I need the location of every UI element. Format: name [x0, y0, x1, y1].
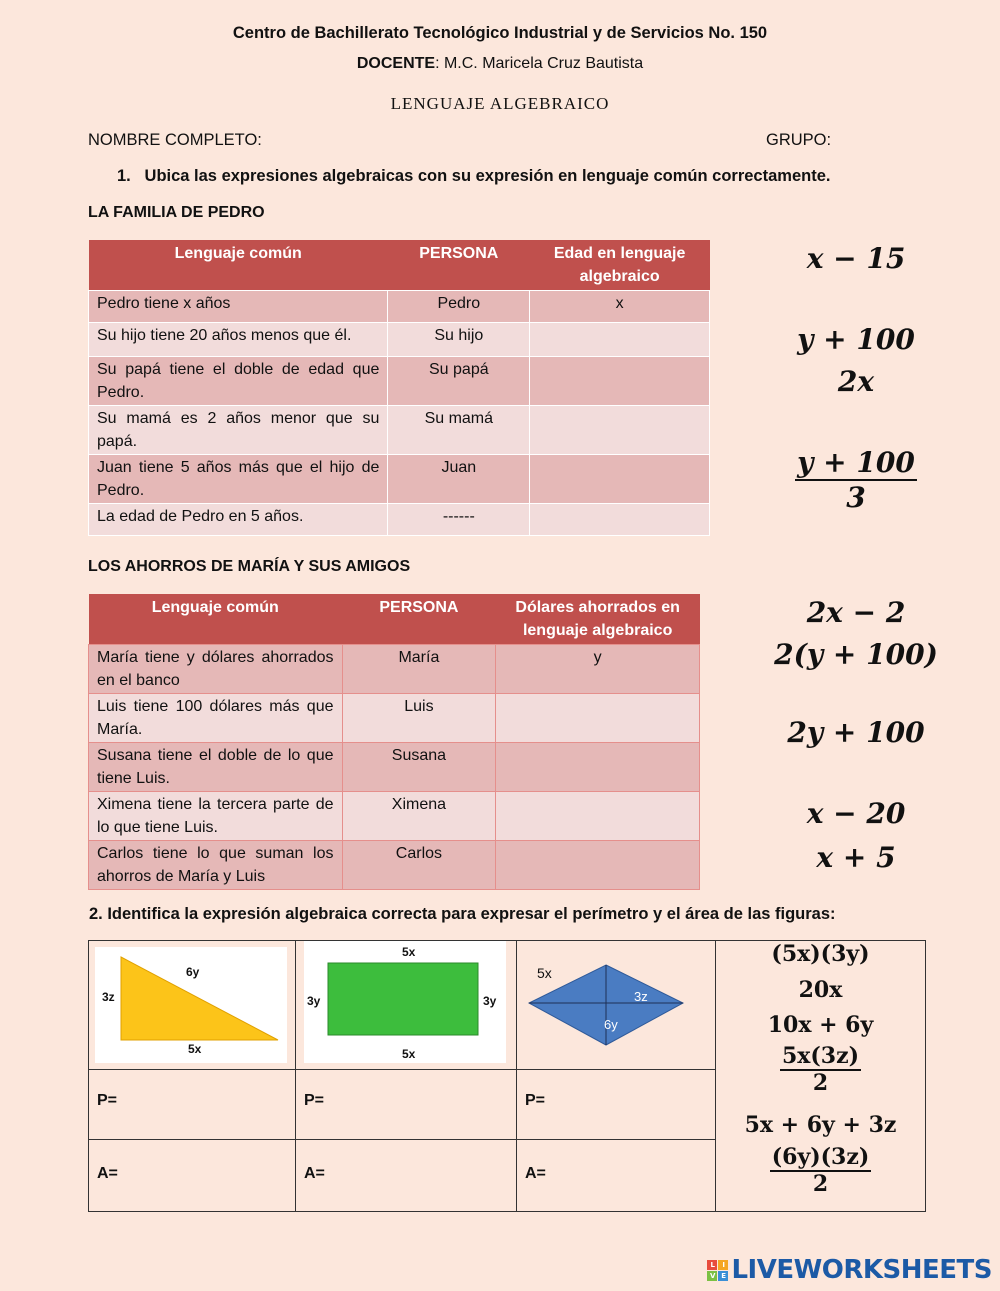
fraction: [780, 1044, 861, 1096]
rectangle-label-left: 3y: [307, 994, 321, 1008]
table-cell: ------: [388, 504, 530, 536]
fraction-numerator: 5x(3z): [781, 1043, 860, 1069]
perimeter-answer-rhombus[interactable]: P=: [517, 1070, 716, 1140]
family-table-header: [89, 240, 710, 291]
logo-text: LIVEWORKSHEETS: [731, 1255, 992, 1285]
figure-option[interactable]: (5x)(3y): [771, 941, 870, 967]
logo-block: I: [718, 1260, 728, 1270]
table-cell: Carlos tiene lo que suman los ahorros de María y Luis: [89, 841, 343, 890]
perimeter-answer-triangle[interactable]: P=: [89, 1070, 296, 1140]
table-row: [89, 792, 700, 841]
rhombus-cell: [517, 941, 716, 1070]
logo-blocks-icon: [707, 1260, 728, 1281]
table-cell: Pedro tiene x años: [89, 291, 388, 323]
fraction: [795, 446, 917, 514]
table-cell: Ximena tiene la tercera parte de lo que tiene Luis.: [89, 792, 343, 841]
table-row: [89, 455, 710, 504]
table-row: [89, 291, 710, 323]
answer-cell[interactable]: [496, 743, 700, 792]
table-row: [89, 645, 700, 694]
rhombus-figure: [517, 941, 715, 1069]
name-label: NOMBRE COMPLETO:: [88, 131, 262, 149]
table-cell: Juan tiene 5 años más que el hijo de Pedro.: [89, 455, 388, 504]
table-cell: Su mamá: [388, 406, 530, 455]
rhombus-label-half-diagonal-2: 6y: [604, 1017, 618, 1032]
answer-cell[interactable]: [496, 694, 700, 743]
table-cell: Su papá: [388, 357, 530, 406]
table-cell: María: [342, 645, 496, 694]
fraction-numerator: (6y)(3z): [771, 1144, 870, 1170]
question-1-number: 1.: [117, 167, 131, 185]
table-cell: Pedro: [388, 291, 530, 323]
subject-title: LENGUAJE ALGEBRAICO: [390, 94, 610, 113]
figures-table: [88, 940, 926, 1212]
logo-block: L: [707, 1260, 717, 1270]
figure-fraction-option[interactable]: [716, 1145, 925, 1197]
table-cell: Su hijo: [388, 323, 530, 357]
table-cell: Ximena: [342, 792, 496, 841]
area-answer-rhombus[interactable]: A=: [517, 1140, 716, 1212]
rectangle-label-right: 3y: [483, 994, 497, 1008]
family-table: [88, 240, 710, 536]
table-cell: Susana tiene el doble de lo que tiene Luis.: [89, 743, 343, 792]
question-1-text: Ubica las expresiones algebraicas con su expresión en lenguaje común correctamente.: [144, 167, 831, 185]
rectangle-cell: [296, 941, 517, 1070]
header-algebraic-dollars: Dólares ahorrados en lenguaje algebraico: [496, 594, 700, 645]
answer-cell[interactable]: x: [530, 291, 710, 323]
table-cell: La edad de Pedro en 5 años.: [89, 504, 388, 536]
table-cell: Carlos: [342, 841, 496, 890]
rectangle-label-top: 5x: [402, 945, 416, 959]
answer-cell[interactable]: [496, 792, 700, 841]
table-cell: Juan: [388, 455, 530, 504]
fraction-numerator: y + 100: [797, 446, 915, 479]
teacher-line: [0, 55, 1000, 73]
teacher-label: DOCENTE: [356, 55, 436, 72]
expression-option[interactable]: x − 15: [806, 242, 906, 275]
fraction-denominator: 3: [846, 481, 866, 514]
perimeter-answer-rectangle[interactable]: P=: [296, 1070, 517, 1140]
triangle-label-hypotenuse: 6y: [186, 965, 200, 979]
rhombus-label-side: 5x: [537, 965, 552, 981]
header-person: PERSONA: [388, 240, 530, 291]
table-cell: Susana: [342, 743, 496, 792]
header-common-language: Lenguaje común: [89, 594, 343, 645]
table-cell: Luis tiene 100 dólares más que María.: [89, 694, 343, 743]
table-row: [89, 357, 710, 406]
rhombus-label-half-diagonal-1: 3z: [634, 989, 648, 1004]
header-algebraic-age: Edad en lenguaje algebraico: [530, 240, 710, 291]
area-answer-rectangle[interactable]: A=: [296, 1140, 517, 1212]
expression-option[interactable]: x + 5: [816, 841, 896, 874]
header-person: PERSONA: [342, 594, 496, 645]
table-row: [89, 504, 710, 536]
options-cell: [716, 941, 926, 1212]
fraction: [770, 1145, 872, 1197]
section-2-title: LOS AHORROS DE MARÍA Y SUS AMIGOS: [88, 558, 411, 575]
question-1: [117, 167, 830, 186]
table-row: [89, 743, 700, 792]
expression-option[interactable]: 2x − 2: [806, 596, 906, 629]
triangle-cell: [89, 941, 296, 1070]
savings-table: [88, 594, 700, 890]
teacher-name: : M.C. Maricela Cruz Bautista: [435, 55, 644, 72]
table-row: [89, 694, 700, 743]
liveworksheets-logo: [707, 1255, 992, 1285]
answer-cell[interactable]: [530, 455, 710, 504]
header-common-language: Lenguaje común: [89, 240, 388, 291]
figure-option[interactable]: 10x + 6y: [767, 1012, 874, 1038]
expression-fraction-option[interactable]: [756, 446, 956, 514]
table-cell: Su hijo tiene 20 años menos que él.: [89, 323, 388, 357]
answer-cell[interactable]: [530, 323, 710, 357]
answer-cell[interactable]: y: [496, 645, 700, 694]
expression-option[interactable]: x − 20: [806, 797, 906, 830]
answer-cell[interactable]: [496, 841, 700, 890]
triangle-label-base: 5x: [188, 1042, 202, 1056]
group-label: GRUPO:: [766, 131, 832, 149]
section-1-title: LA FAMILIA DE PEDRO: [88, 204, 265, 221]
figures-row: [89, 941, 926, 1070]
table-row: [89, 406, 710, 455]
expression-option[interactable]: 2y + 100: [787, 716, 925, 749]
figure-fraction-option[interactable]: [716, 1044, 925, 1096]
answer-cell[interactable]: [530, 406, 710, 455]
triangle-label-height: 3z: [102, 990, 115, 1004]
area-answer-triangle[interactable]: A=: [89, 1140, 296, 1212]
expression-option[interactable]: 2(y + 100): [774, 638, 938, 671]
figure-option[interactable]: 20x: [798, 977, 843, 1003]
expression-option[interactable]: y + 100: [797, 323, 915, 356]
rectangle-label-bottom: 5x: [402, 1047, 416, 1061]
table-row: [89, 841, 700, 890]
question-2: 2. Identifica la expresión algebraica correcta para expresar el perímetro y el área de las figuras:: [89, 905, 836, 923]
answer-cell[interactable]: [530, 357, 710, 406]
table-cell: Su papá tiene el doble de edad que Pedro.: [89, 357, 388, 406]
table-row: [89, 323, 710, 357]
logo-block: V: [707, 1271, 717, 1281]
school-name: Centro de Bachillerato Tecnológico Industrial y de Servicios No. 150: [232, 24, 768, 42]
rectangle-figure: [304, 941, 506, 1063]
table-cell: María tiene y dólares ahorrados en el banco: [89, 645, 343, 694]
savings-table-header: [89, 594, 700, 645]
answer-cell[interactable]: [530, 504, 710, 536]
expression-option[interactable]: 2x: [837, 365, 875, 398]
table-cell: Su mamá es 2 años menor que su papá.: [89, 406, 388, 455]
logo-block: E: [718, 1271, 728, 1281]
table-cell: Luis: [342, 694, 496, 743]
fraction-denominator: 2: [812, 1171, 829, 1197]
fraction-denominator: 2: [812, 1070, 829, 1096]
figure-option[interactable]: 5x + 6y + 3z: [744, 1112, 897, 1138]
